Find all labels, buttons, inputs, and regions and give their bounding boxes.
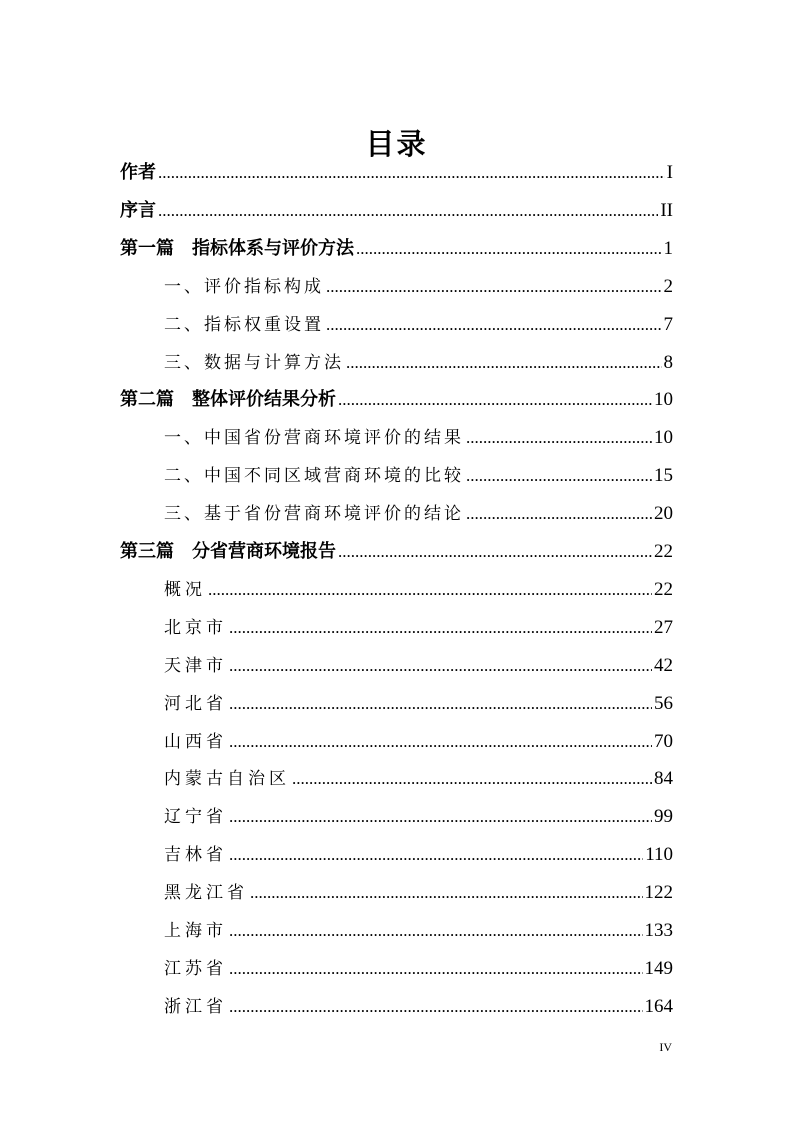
dot-leader: [229, 686, 652, 722]
toc-entry[interactable]: [164, 913, 673, 949]
dot-leader: [466, 458, 652, 494]
toc-entry[interactable]: [120, 231, 673, 267]
toc-entry[interactable]: [164, 989, 673, 1025]
toc-entry-page: 70: [654, 730, 673, 752]
dot-leader: [229, 951, 643, 987]
toc-entry-label: 一、中国省份营商环境评价的结果: [164, 428, 464, 449]
toc-entry-label: 概况: [164, 579, 206, 600]
toc-entry-label: 北京市: [164, 617, 227, 638]
toc-entry[interactable]: [120, 534, 673, 570]
toc-entry-label: 作者: [120, 162, 156, 183]
toc-entry[interactable]: [164, 724, 673, 760]
toc-entry-page: II: [660, 199, 673, 221]
toc-entry-label: 河北省: [164, 693, 227, 714]
toc-entry[interactable]: [164, 951, 673, 987]
toc-entry-label: 辽宁省: [164, 807, 227, 828]
toc-entry-label: 上海市: [164, 921, 227, 941]
dot-leader: [356, 231, 662, 267]
toc-entry-page: 8: [663, 351, 673, 373]
toc-entry-page: 133: [644, 920, 673, 941]
toc-entry-page: 27: [654, 616, 673, 638]
dot-leader: [338, 534, 652, 570]
toc-entry-label: 第一篇 指标体系与评价方法: [120, 237, 354, 259]
toc-entry[interactable]: [164, 458, 673, 494]
dot-leader: [158, 193, 658, 229]
toc-entry-page: 15: [654, 465, 673, 487]
dot-leader: [229, 724, 652, 760]
toc-entry-label: 三、基于省份营商环境评价的结论: [164, 504, 464, 525]
toc-entry-label: 山西省: [164, 731, 227, 752]
dot-leader: [250, 875, 643, 911]
toc-entry[interactable]: [164, 875, 673, 911]
toc-entry[interactable]: [164, 420, 673, 456]
toc-entry[interactable]: [164, 648, 673, 684]
toc-entry-page: 10: [654, 389, 673, 411]
toc-entry-label: 第二篇 整体评价结果分析: [120, 389, 336, 411]
toc-entry-page: 2: [663, 275, 673, 297]
toc-entry[interactable]: [164, 345, 673, 381]
toc-entry-label: 一、评价指标构成: [164, 276, 324, 297]
toc-entry-page: 10: [654, 427, 673, 449]
dot-leader: [338, 382, 652, 418]
toc-entry-page: 20: [654, 503, 673, 525]
toc-entry[interactable]: [120, 155, 673, 191]
toc-entry-page: 1: [663, 237, 673, 259]
dot-leader: [229, 648, 652, 684]
toc-entry-label: 吉林省: [164, 845, 227, 866]
toc-entry-page: 56: [654, 692, 673, 714]
toc-entry-label: 江苏省: [164, 958, 227, 979]
toc-entry-label: 二、指标权重设置: [164, 314, 324, 335]
toc-entry[interactable]: [164, 837, 673, 873]
toc-entry-label: 第三篇 分省营商环境报告: [120, 541, 336, 562]
toc-entry-label: 浙江省: [164, 996, 227, 1017]
dot-leader: [229, 610, 652, 646]
dot-leader: [292, 761, 652, 797]
toc-entry-label: 黑龙江省: [164, 883, 248, 904]
toc-entry-page: 42: [654, 654, 673, 676]
page-title: 目录: [365, 127, 428, 162]
toc-entry-page: 99: [654, 806, 673, 828]
dot-leader: [229, 913, 643, 949]
toc-entry-page: 84: [654, 768, 673, 790]
toc-entry[interactable]: [164, 307, 673, 343]
toc-entry-page: 22: [654, 578, 673, 600]
toc-entry-page: I: [666, 162, 673, 183]
toc-entry-label: 二、中国不同区域营商环境的比较: [164, 466, 464, 487]
dot-leader: [158, 155, 665, 191]
toc-entry-label: 序言: [120, 199, 156, 221]
toc-entry[interactable]: [164, 799, 673, 835]
dot-leader: [466, 496, 652, 532]
dot-leader: [466, 420, 652, 456]
toc-entry[interactable]: [164, 572, 673, 608]
dot-leader: [326, 307, 662, 343]
toc-entry-page: 122: [644, 882, 673, 904]
toc-entry-label: 天津市: [164, 655, 227, 676]
toc-entry-page: 149: [644, 957, 673, 979]
toc-entry-page: 164: [644, 995, 673, 1017]
toc-entry-label: 三、数据与计算方法: [164, 352, 344, 373]
dot-leader: [229, 837, 643, 873]
toc-entry-label: 内蒙古自治区: [164, 769, 290, 790]
toc-entry[interactable]: [120, 193, 673, 229]
toc-entry[interactable]: [164, 686, 673, 722]
dot-leader: [229, 989, 643, 1025]
toc-entry[interactable]: [164, 610, 673, 646]
toc-entry-page: 110: [645, 844, 673, 866]
dot-leader: [326, 269, 662, 305]
toc-entry[interactable]: [120, 382, 673, 418]
toc-entry[interactable]: [164, 761, 673, 797]
toc-entry-page: 22: [654, 541, 673, 562]
toc-entry[interactable]: [164, 269, 673, 305]
page-number: IV: [659, 1040, 672, 1054]
toc-entry-page: 7: [663, 313, 673, 335]
dot-leader: [208, 572, 652, 608]
toc-entry[interactable]: [164, 496, 673, 532]
dot-leader: [346, 345, 662, 381]
dot-leader: [229, 799, 652, 835]
